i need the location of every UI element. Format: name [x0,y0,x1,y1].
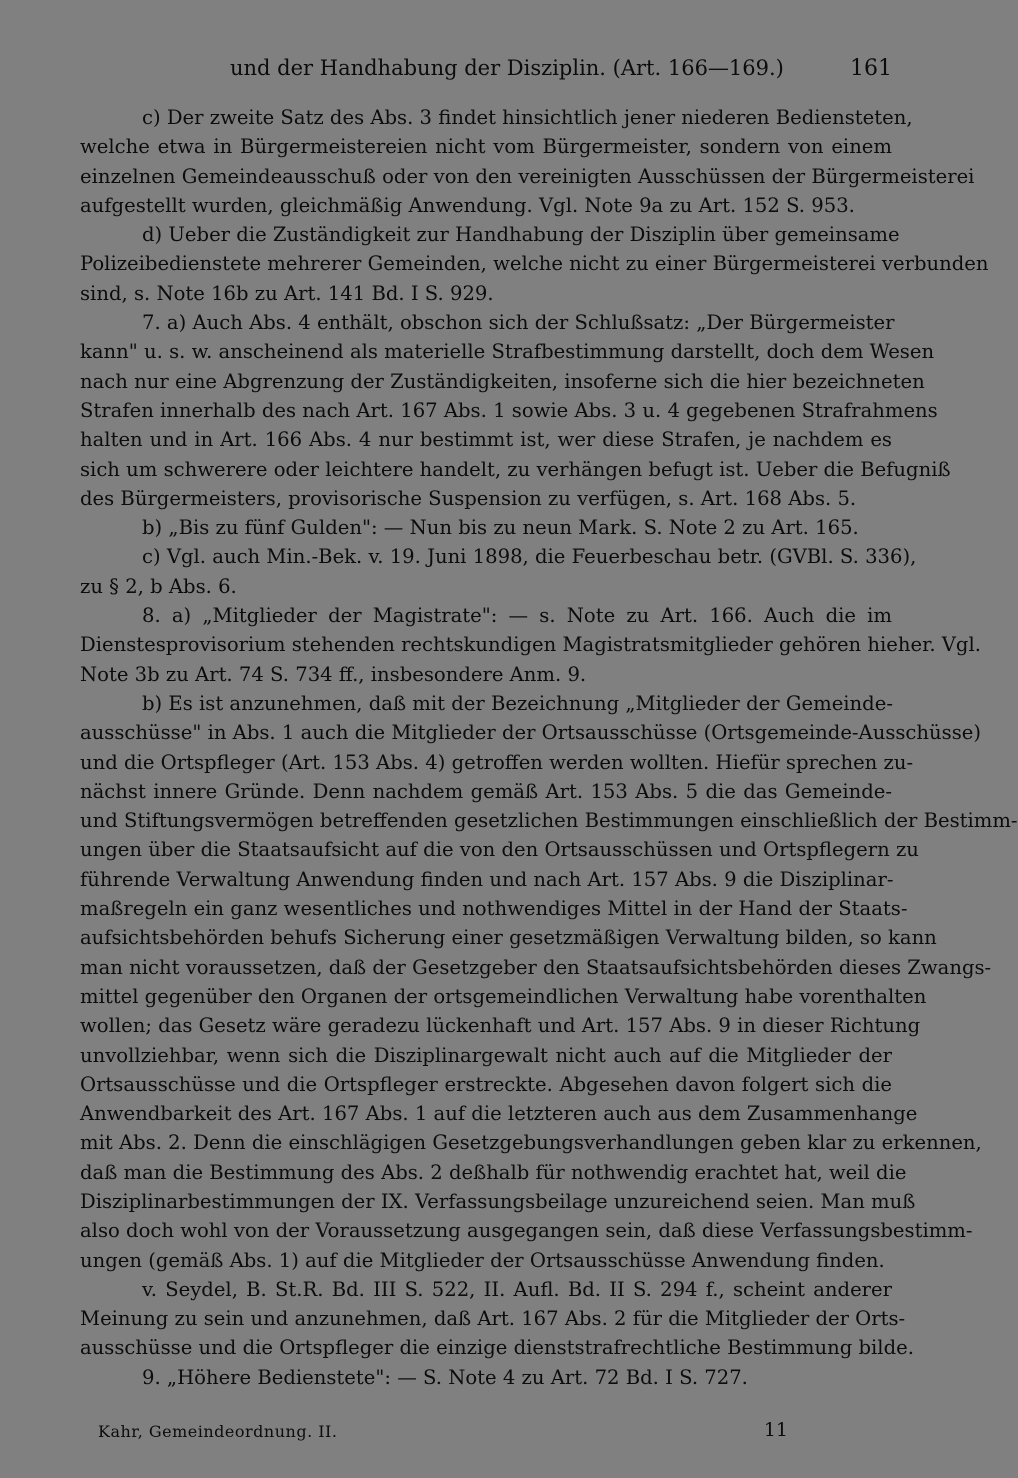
text-line: mit Abs. 2. Denn die einschlägigen Gesetzgebungsverhandlungen geben klar zu erkennen, [80,1131,982,1155]
text-line: Dienstesprovisorium stehenden rechtskundigen Magistratsmitglieder gehören hieher. Vgl. [80,633,981,657]
text-line: und die Ortspfleger (Art. 153 Abs. 4) getroffen werden wollten. Hiefür sprechen zu- [80,750,914,774]
text-line: b) „Bis zu fünf Gulden": — Nun bis zu neun Mark. S. Note 2 zu Art. 165. [142,516,859,540]
text-line: zu § 2, b Abs. 6. [80,574,237,598]
page-body [80,103,1018,1392]
text-line: welche etwa in Bürgermeistereien nicht vom Bürgermeister, sondern von einem [80,135,892,159]
text-line: maßregeln ein ganz wesentliches und nothwendiges Mittel in der Hand der Staats- [80,897,908,921]
text-line: unvollziehbar, wenn sich die Disziplinargewalt nicht auch auf die Mitglieder der [80,1043,892,1067]
text-line: ungen über die Staatsaufsicht auf die von den Ortsausschüssen und Ortspflegern zu [80,838,919,862]
text-line: halten und in Art. 166 Abs. 4 nur bestimmt ist, wer diese Strafen, je nachdem es [80,428,892,452]
text-line: Meinung zu sein und anzunehmen, daß Art. 167 Abs. 2 für die Mitglieder der Orts- [80,1307,906,1331]
text-line: Disziplinarbestimmungen der IX. Verfassungsbeilage unzureichend seien. Man muß [80,1189,916,1213]
text-line: aufsichtsbehörden behufs Sicherung einer gesetzmäßigen Verwaltung bilden, so kann [80,926,937,950]
sheet-number: 11 [763,1419,788,1441]
text-line: mittel gegenüber den Organen der ortsgemeindlichen Verwaltung habe vorenthalten [80,984,927,1008]
text-line: also doch wohl von der Voraussetzung ausgegangen sein, daß diese Verfassungsbestimm- [80,1219,973,1243]
running-head-title: und der Handhabung der Disziplin. (Art. 166—169.) [230,56,784,80]
text-line: ausschüsse" in Abs. 1 auch die Mitglieder der Ortsausschüsse (Ortsgemeinde-Ausschüsse) [80,721,981,745]
text-line: führende Verwaltung Anwendung finden und nach Art. 157 Abs. 9 die Disziplinar- [80,867,894,891]
text-line: man nicht voraussetzen, daß der Gesetzgeber den Staatsaufsichtsbehörden dieses Zwangs- [80,955,992,979]
text-line: nach nur eine Abgrenzung der Zuständigkeiten, insoferne sich die hier bezeichneten [80,369,925,393]
text-line: Note 3b zu Art. 74 S. 734 ff., insbesondere Anm. 9. [80,662,587,686]
text-line: ausschüsse und die Ortspfleger die einzige dienststrafrechtliche Bestimmung bilde. [80,1336,914,1360]
text-line: 7. a) Auch Abs. 4 enthält, obschon sich der Schlußsatz: „Der Bürgermeister [142,311,895,335]
text-line: Polizeibedienstete mehrerer Gemeinden, welche nicht zu einer Bürgermeisterei verbunden [80,252,989,276]
text-line: daß man die Bestimmung des Abs. 2 deßhalb für nothwendig erachtet hat, weil die [80,1160,907,1184]
page-footer [98,1419,788,1450]
text-line: c) Der zweite Satz des Abs. 3 findet hinsichtlich jener niederen Bediensteten, [142,106,913,129]
text-line: sich um schwerere oder leichtere handelt, zu verhängen befugt ist. Ueber die Befugniß [80,457,951,481]
text-line: ungen (gemäß Abs. 1) auf die Mitglieder der Ortsausschüsse Anwendung finden. [80,1248,885,1272]
text-line: 9. „Höhere Bedienstete": — S. Note 4 zu Art. 72 Bd. I S. 727. [142,1365,748,1389]
text-line: und Stiftungsvermögen betreffenden gesetzlichen Bestimmungen einschließlich der Bestimm- [80,809,1018,833]
text-line: b) Es ist anzunehmen, daß mit der Bezeichnung „Mitglieder der Gemeinde- [142,691,893,715]
text-line: Anwendbarkeit des Art. 167 Abs. 1 auf die letzteren auch aus dem Zusammenhange [80,1102,918,1126]
text-line: d) Ueber die Zuständigkeit zur Handhabung der Disziplin über gemeinsame [142,223,900,247]
text-line: aufgestellt wurden, gleichmäßig Anwendung. Vgl. Note 9a zu Art. 152 S. 953. [80,193,855,217]
text-line: kann" u. s. w. anscheinend als materielle Strafbestimmung darstellt, doch dem Wesen [80,340,935,364]
text-line: 8. a) „Mitglieder der Magistrate": — s. Note zu Art. 166. Auch die im [142,604,892,628]
text-line: Strafen innerhalb des nach Art. 167 Abs. 1 sowie Abs. 3 u. 4 gegebenen Strafrahmens [80,398,938,422]
text-line: nächst innere Gründe. Denn nachdem gemäß Art. 153 Abs. 5 die das Gemeinde- [80,779,892,803]
text-line: c) Vgl. auch Min.-Bek. v. 19. Juni 1898, die Feuerbeschau betr. (GVBl. S. 336), [142,545,917,569]
text-line: des Bürgermeisters, provisorische Suspension zu verfügen, s. Art. 168 Abs. 5. [80,486,857,510]
signature-mark: Kahr, Gemeindeordnung. II. [98,1422,338,1441]
running-head [80,56,892,88]
text-line: einzelnen Gemeindeausschuß oder von den vereinigten Ausschüssen der Bürgermeisterei [80,164,975,188]
text-line: v. Seydel, B. St.R. Bd. III S. 522, II. Aufl. Bd. II S. 294 f., scheint anderer [142,1277,892,1301]
text-line: wollen; das Gesetz wäre geradezu lückenhaft und Art. 157 Abs. 9 in dieser Richtung [80,1014,921,1038]
page-number: 161 [850,56,892,81]
text-line: sind, s. Note 16b zu Art. 141 Bd. I S. 929. [80,281,494,305]
text-line: Ortsausschüsse und die Ortspfleger erstreckte. Abgesehen davon folgert sich die [80,1072,892,1096]
